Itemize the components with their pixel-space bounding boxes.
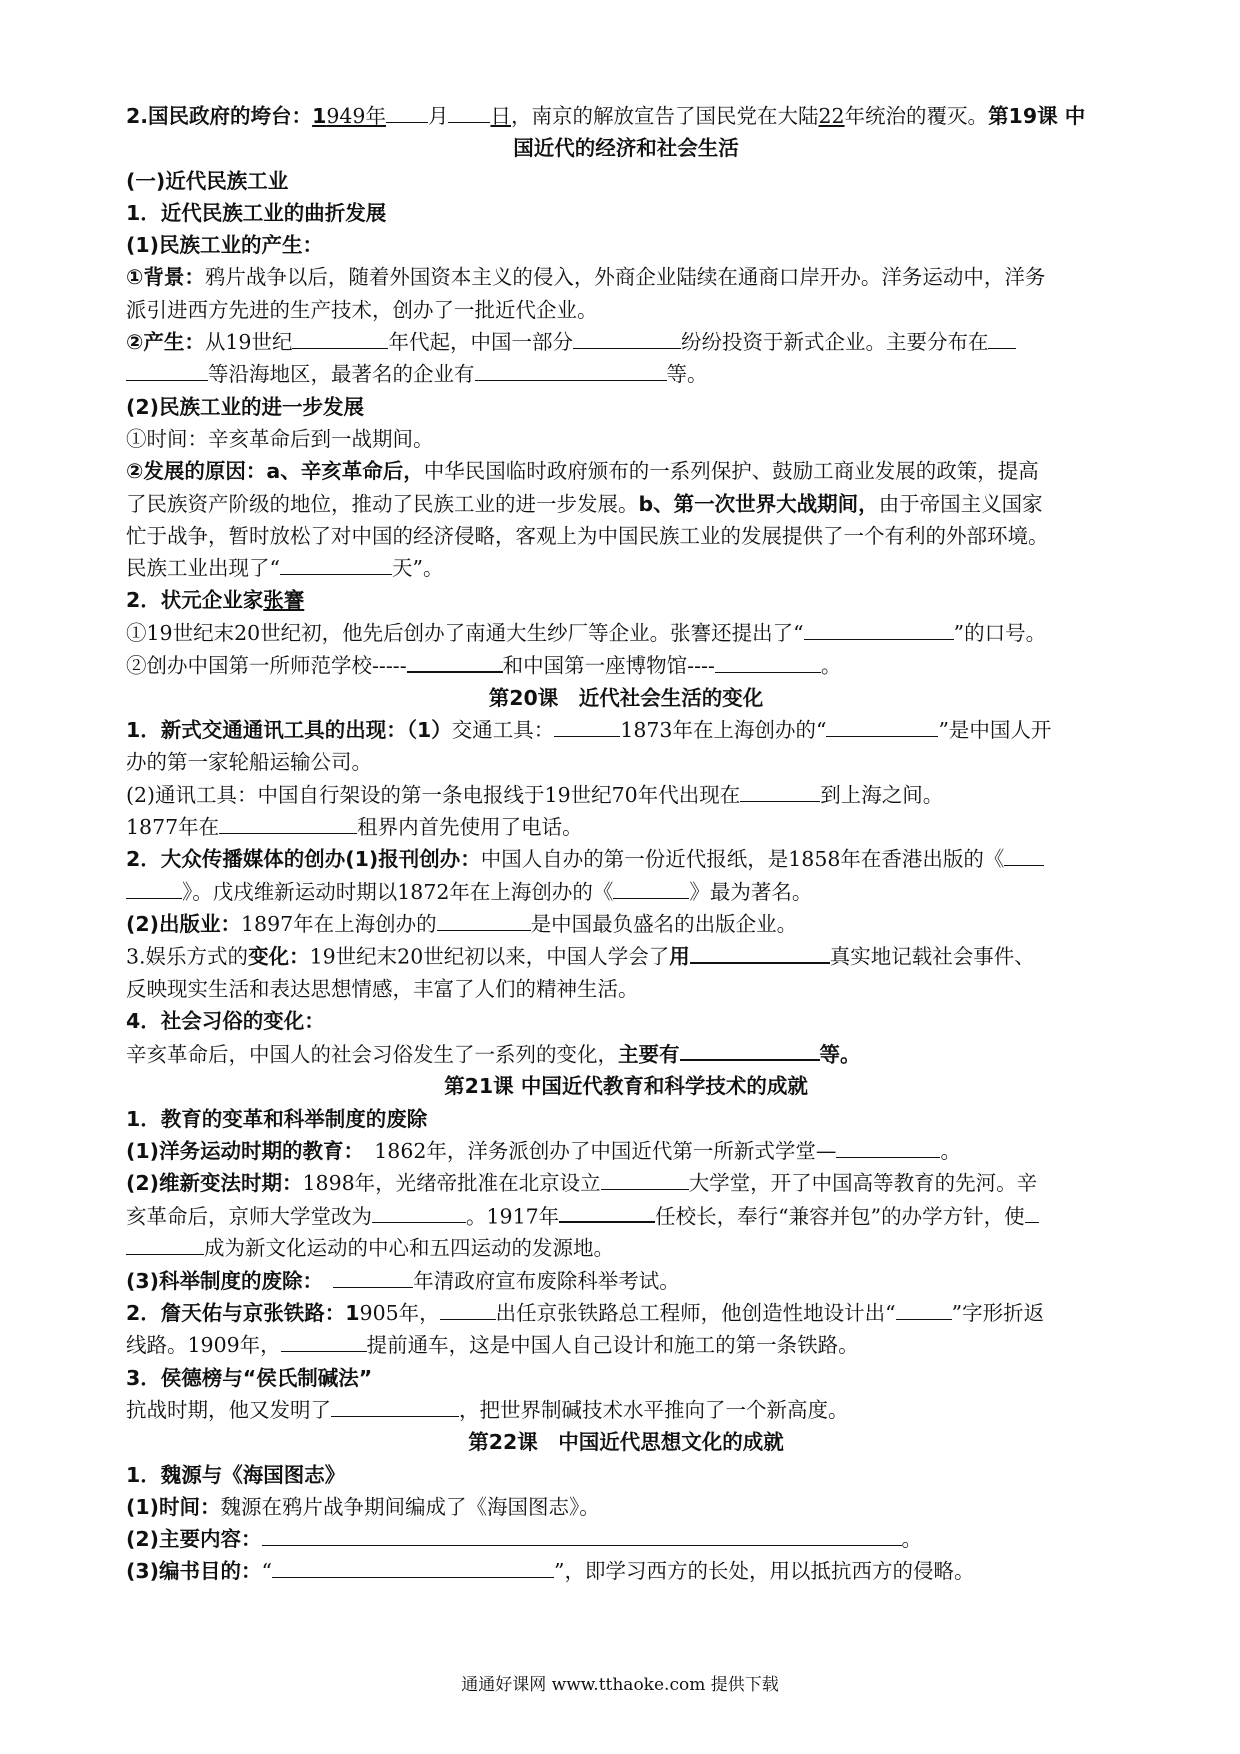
text-run: 到上海之间。 [820, 782, 944, 807]
bold-text: (3)编书目的： [126, 1559, 262, 1584]
text-line [126, 1167, 1126, 1199]
text-run: 1877年在 [126, 815, 220, 840]
text-line [126, 746, 1126, 778]
text-line [126, 1135, 1126, 1167]
bold-text: (3)科举制度的废除： [126, 1268, 313, 1293]
bold-text: (1)时间： [126, 1494, 221, 1519]
bold-text: 1．教育的变革和科举制度的废除 [126, 1106, 428, 1131]
text-run: 月 [427, 104, 449, 128]
text-run: ”是中国人开 [938, 718, 1052, 743]
text-line [126, 1459, 1126, 1491]
text-line [126, 1491, 1126, 1523]
bold-text: ①背景： [126, 265, 205, 290]
bold-text: 4．社会习俗的变化： [126, 1009, 325, 1034]
fill-in-blank [280, 553, 392, 576]
text-line [126, 1005, 1126, 1037]
text-run: 了民族资产阶级的地位，推动了民族工业的进一步发展。 [126, 491, 639, 516]
bold-text: (1)民族工业的产生： [126, 233, 324, 258]
text-run: 天”。 [391, 556, 444, 581]
lesson-heading [126, 132, 1126, 164]
text-run: ”的口号。 [953, 620, 1047, 645]
text-line [126, 552, 1126, 584]
fill-in-blank [331, 1394, 459, 1417]
lesson-heading [126, 682, 1126, 714]
text-line [126, 100, 1126, 132]
text-run: 亥革命后，京师大学堂改为 [126, 1204, 372, 1229]
bold-text: 3．侯德榜与“侯氏制碱法” [126, 1365, 373, 1390]
text-run: 年清政府宣布废除科举考试。 [413, 1268, 680, 1293]
text-run: 。 [820, 653, 842, 678]
text-line [126, 714, 1126, 746]
fill-in-blank [219, 812, 357, 835]
text-run: 从19世纪 [204, 330, 293, 355]
text-line [126, 1362, 1126, 1394]
fill-in-blank [1004, 844, 1044, 867]
text-line [126, 843, 1126, 875]
text-run: 1898年，光绪帝批准在北京设立 [302, 1171, 601, 1196]
bold-text: 1 [312, 104, 327, 128]
text-line [126, 649, 1126, 682]
fill-in-blank [126, 876, 182, 899]
text-run: (2)通讯工具：中国自行架设的第一条电报线于19世纪70年代出现在 [126, 782, 741, 807]
text-run: ”，即学习西方的长处，用以抵抗西方的侵略。 [554, 1559, 975, 1584]
text-run: ②创办中国第一所师范学校----- [126, 653, 407, 678]
text-run: 魏源在鸦片战争期间编成了《海国图志》。 [220, 1494, 600, 1519]
bold-text: (1)洋务运动时期的教育： [126, 1139, 354, 1164]
text-run: 鸦片战争以后，随着外国资本主义的侵入，外商企业陆续在通商口岸开办。洋务运动中，洋务 [204, 265, 1046, 290]
text-line [126, 423, 1126, 455]
text-run: 真实地记载社会事件、 [829, 944, 1035, 969]
text-line [126, 1232, 1126, 1264]
fill-in-blank [1025, 1201, 1039, 1224]
bold-text: ②产生： [126, 330, 205, 355]
text-run: 年统治的覆灭。 [844, 104, 989, 128]
fill-in-blank [554, 715, 620, 738]
text-line [126, 294, 1126, 326]
bold-text: 2．状元企业家 [126, 588, 264, 613]
text-line [126, 1523, 1126, 1555]
fill-in-blank [988, 327, 1016, 350]
page-footer: 通通好课网 www.tthaoke.com 提供下载 [461, 1675, 779, 1695]
text-run: 纷纷投资于新式企业。主要分布在 [680, 330, 989, 355]
text-run: 线路。1909年， [126, 1333, 281, 1358]
text-run: 民族工业出现了“ [126, 556, 280, 581]
text-run: ”字形折返 [951, 1301, 1045, 1326]
text-run [313, 1269, 334, 1293]
bold-text: 张謇 [263, 588, 305, 613]
text-run: 辛亥革命后，中国人的社会习俗发生了一系列的变化， [126, 1042, 618, 1067]
fill-in-blank [272, 1556, 554, 1579]
text-run: 等。 [666, 362, 708, 387]
text-run: 抗战时期，他又发明了 [126, 1397, 331, 1422]
text-run: ，南京的解放宣告了国民党在大陆 [510, 104, 819, 128]
text-run: 等沿海地区，最著名的企业有 [208, 362, 475, 387]
bold-text: 等。 [819, 1042, 861, 1067]
fill-in-blank [372, 1201, 466, 1224]
text-run: 办的第一家轮船运输公司。 [126, 750, 372, 775]
fill-in-blank [437, 908, 531, 931]
bold-text: 2.国民政府的垮台： [126, 104, 313, 128]
text-run: 。 [940, 1139, 961, 1164]
text-line [126, 811, 1126, 843]
text-run: ，把世界制碱技术水平推向了一个新高度。 [459, 1397, 849, 1422]
text-line [126, 1265, 1126, 1297]
text-run: 905年， [359, 1301, 440, 1326]
text-line [126, 326, 1126, 358]
text-line [126, 165, 1126, 197]
fill-in-blank [804, 617, 954, 640]
bold-text: 2．詹天佑与京张铁路：1 [126, 1301, 360, 1326]
text-line [126, 779, 1126, 811]
fill-in-blank [292, 327, 388, 350]
text-run: 成为新文化运动的中心和五四运动的发源地。 [204, 1236, 614, 1261]
text-line [126, 520, 1126, 552]
fill-in-blank [386, 100, 428, 123]
text-line [126, 358, 1126, 390]
text-line [126, 197, 1126, 229]
fill-in-blank [262, 1524, 902, 1547]
text-run: 中华民国临时政府颁布的一系列保护、鼓励工商业发展的政策，提高 [423, 459, 1039, 484]
bold-text: b、第一次世界大战期间， [638, 491, 879, 516]
text-line [126, 617, 1126, 649]
text-run: ①19世纪末20世纪初，他先后创办了南通大生纱厂等企业。张謇还提出了“ [126, 620, 804, 645]
bold-text: 2．大众传播媒体的创办(1)报刊创办： [126, 847, 481, 872]
text-run: 提前通车，这是中国人自己设计和施工的第一条铁路。 [366, 1333, 859, 1358]
text-run: 是中国最负盛名的出版企业。 [530, 911, 798, 936]
fill-in-blank [690, 940, 830, 964]
fill-in-blank [333, 1265, 413, 1288]
text-line [126, 584, 1126, 616]
text-run: 。1917年 [466, 1204, 560, 1229]
text-line [126, 261, 1126, 293]
text-run: 1862年，洋务派创办了中国近代第一所新式学堂— [353, 1139, 837, 1164]
fill-in-blank [126, 359, 208, 382]
text-run: 1897年在上海创办的 [241, 911, 437, 936]
bold-text: 主要有 [618, 1042, 680, 1067]
text-line [126, 1038, 1126, 1071]
fill-in-blank [613, 876, 689, 899]
bold-text: 国近代的经济和社会生活 [513, 136, 739, 161]
text-run: 日 [490, 104, 511, 128]
fill-in-blank [573, 327, 681, 350]
text-line [126, 488, 1126, 520]
text-run: 19世纪末20世纪初以来，中国人学会了 [309, 944, 670, 969]
bold-text: (2)出版业： [126, 911, 242, 936]
fill-in-blank [440, 1298, 496, 1321]
fill-in-blank [126, 1233, 204, 1256]
bold-text: 第19课 中 [988, 104, 1086, 128]
bold-text: 1．新式交通通讯工具的出现：（1） [126, 718, 452, 743]
text-run: 》最为著名。 [689, 879, 813, 904]
text-line [126, 1555, 1126, 1587]
bold-text: 1．魏源与《海国图志》 [126, 1462, 346, 1487]
bold-text: (一)近代民族工业 [126, 168, 289, 193]
bold-text: 第21课 中国近代教育和科学技术的成就 [444, 1074, 808, 1099]
text-line [126, 1394, 1126, 1426]
fill-in-blank [896, 1298, 952, 1321]
bold-text: ②发展的原因：a、辛亥革命后， [126, 459, 424, 484]
text-run: 949年 [326, 104, 386, 128]
fill-in-blank [601, 1168, 689, 1191]
text-line [126, 940, 1126, 973]
fill-in-blank [836, 1136, 940, 1159]
text-run: 22 [818, 104, 845, 128]
fill-in-blank [407, 649, 503, 673]
fill-in-blank [448, 100, 490, 123]
text-run: 任校长，奉行“兼容并包”的办学方针，使 [655, 1204, 1025, 1229]
bold-text: (2)主要内容： [126, 1527, 262, 1552]
text-run: 派引进西方先进的生产技术，创办了一批近代企业。 [126, 297, 598, 322]
text-line [126, 1329, 1126, 1361]
fill-in-blank [715, 650, 821, 673]
lesson-heading [126, 1070, 1126, 1102]
text-line [126, 391, 1126, 423]
text-run: 3.娱乐方式的 [126, 944, 249, 969]
text-line [126, 973, 1126, 1005]
text-run: 大学堂，开了中国高等教育的先河。辛 [688, 1171, 1038, 1196]
bold-text: (2)维新变法时期： [126, 1171, 303, 1196]
text-run: 和中国第一座博物馆---- [502, 653, 715, 678]
text-run: “ [261, 1559, 272, 1584]
fill-in-blank [740, 779, 820, 802]
fill-in-blank [475, 359, 667, 382]
text-run: 。 [901, 1527, 923, 1552]
text-run: 1873年在上海创办的“ [620, 718, 827, 743]
bold-text: 第22课 中国近代思想文化的成就 [468, 1430, 784, 1455]
text-run: ①时间：辛亥革命后到一战期间。 [126, 426, 434, 451]
lesson-heading [126, 1426, 1126, 1458]
text-run: 》。戊戌维新运动时期以1872年在上海创办的《 [182, 879, 614, 904]
fill-in-blank [826, 715, 938, 738]
bold-text: (2)民族工业的进一步发展 [126, 394, 365, 419]
text-run: 中国人自办的第一份近代报纸，是1858年在香港出版的《 [480, 847, 1005, 872]
fill-in-blank [559, 1200, 655, 1224]
text-run: 反映现实生活和表达思想情感，丰富了人们的精神生活。 [126, 977, 639, 1002]
text-run: 租界内首先使用了电话。 [357, 815, 583, 840]
text-line [126, 1200, 1126, 1233]
text-line [126, 908, 1126, 940]
bold-text: 用 [669, 944, 690, 969]
fill-in-blank [680, 1038, 820, 1062]
text-run: 年代起，中国一部分 [388, 330, 573, 355]
bold-text: 第20课 近代社会生活的变化 [488, 685, 764, 710]
text-run: 出任京张铁路总工程师，他创造性地设计出“ [495, 1301, 896, 1326]
bold-text: 变化： [248, 944, 310, 969]
text-line [126, 229, 1126, 261]
document-body [126, 100, 1126, 1588]
text-run: 忙于战争，暂时放松了对中国的经济侵略，客观上为中国民族工业的发展提供了一个有利的外部环境。 [126, 523, 1049, 548]
text-line [126, 1103, 1126, 1135]
text-line [126, 876, 1126, 908]
text-run: 交通工具： [451, 718, 555, 743]
text-run: 由于帝国主义国家 [878, 491, 1043, 516]
text-line [126, 455, 1126, 487]
bold-text: 1．近代民族工业的曲折发展 [126, 200, 387, 225]
text-line [126, 1297, 1126, 1329]
fill-in-blank [281, 1330, 367, 1353]
